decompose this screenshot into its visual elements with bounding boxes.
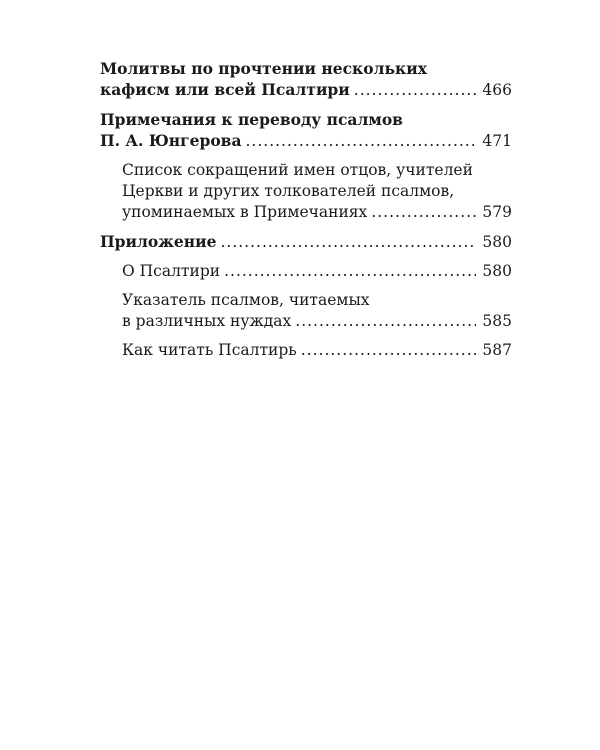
toc-entry-last-line bbox=[122, 261, 512, 282]
toc-entry-how-to-read bbox=[122, 340, 512, 361]
toc-page-number: 585 bbox=[482, 312, 512, 330]
toc-entry-last-line bbox=[100, 79, 512, 101]
toc-entry-title-end: в различных нуждах bbox=[122, 312, 292, 330]
dot-leader bbox=[224, 261, 476, 282]
toc-entry-last-line bbox=[100, 130, 512, 152]
toc-entry-title-line: Церкви и других толкователей псалмов, bbox=[122, 182, 455, 200]
toc-entry-psalm-index bbox=[122, 290, 512, 332]
dot-leader bbox=[301, 340, 477, 361]
toc-entry-title-line: Список сокращений имен отцов, учителей bbox=[122, 161, 473, 179]
toc-entry-title-line: Молитвы по прочтении нескольких bbox=[100, 59, 427, 78]
toc-entry-title-end: упоминаемых в Примечаниях bbox=[122, 203, 368, 221]
toc-entry-title-end: О Псалтири bbox=[122, 262, 221, 280]
dot-leader bbox=[371, 202, 476, 223]
toc-page-number: 579 bbox=[482, 203, 512, 221]
toc-entry-last-line bbox=[122, 311, 512, 332]
toc-page-number: 580 bbox=[482, 233, 512, 251]
toc-entry-title-end: Приложение bbox=[100, 232, 217, 251]
toc-page-number: 580 bbox=[482, 262, 512, 280]
dot-leader bbox=[295, 311, 476, 332]
toc-entry-notes bbox=[100, 109, 512, 152]
toc-entry-last-line bbox=[122, 340, 512, 361]
toc-entry-last-line bbox=[122, 202, 512, 223]
toc-entry-about-psalter bbox=[122, 261, 512, 282]
dot-leader bbox=[220, 232, 476, 253]
toc-entry-abbreviations bbox=[122, 160, 512, 223]
toc-entry-title-line: Примечания к переводу псалмов bbox=[100, 110, 403, 129]
toc-entry-last-line bbox=[100, 231, 512, 253]
toc-entry-title-end: кафисм или всей Псалтири bbox=[100, 80, 350, 99]
toc-entry-appendix bbox=[100, 231, 512, 253]
toc-entry-prayers bbox=[100, 58, 512, 101]
toc-page-number: 471 bbox=[482, 132, 512, 150]
dot-leader bbox=[354, 80, 477, 101]
toc-page-number: 466 bbox=[482, 81, 512, 99]
toc-page-number: 587 bbox=[482, 341, 512, 359]
toc-entry-title-end: Как читать Псалтирь bbox=[122, 341, 297, 359]
dot-leader bbox=[246, 131, 477, 152]
toc-entry-title-end: П. А. Юнгерова bbox=[100, 131, 242, 150]
toc-entry-title-line: Указатель псалмов, читаемых bbox=[122, 291, 370, 309]
table-of-contents bbox=[100, 58, 512, 369]
